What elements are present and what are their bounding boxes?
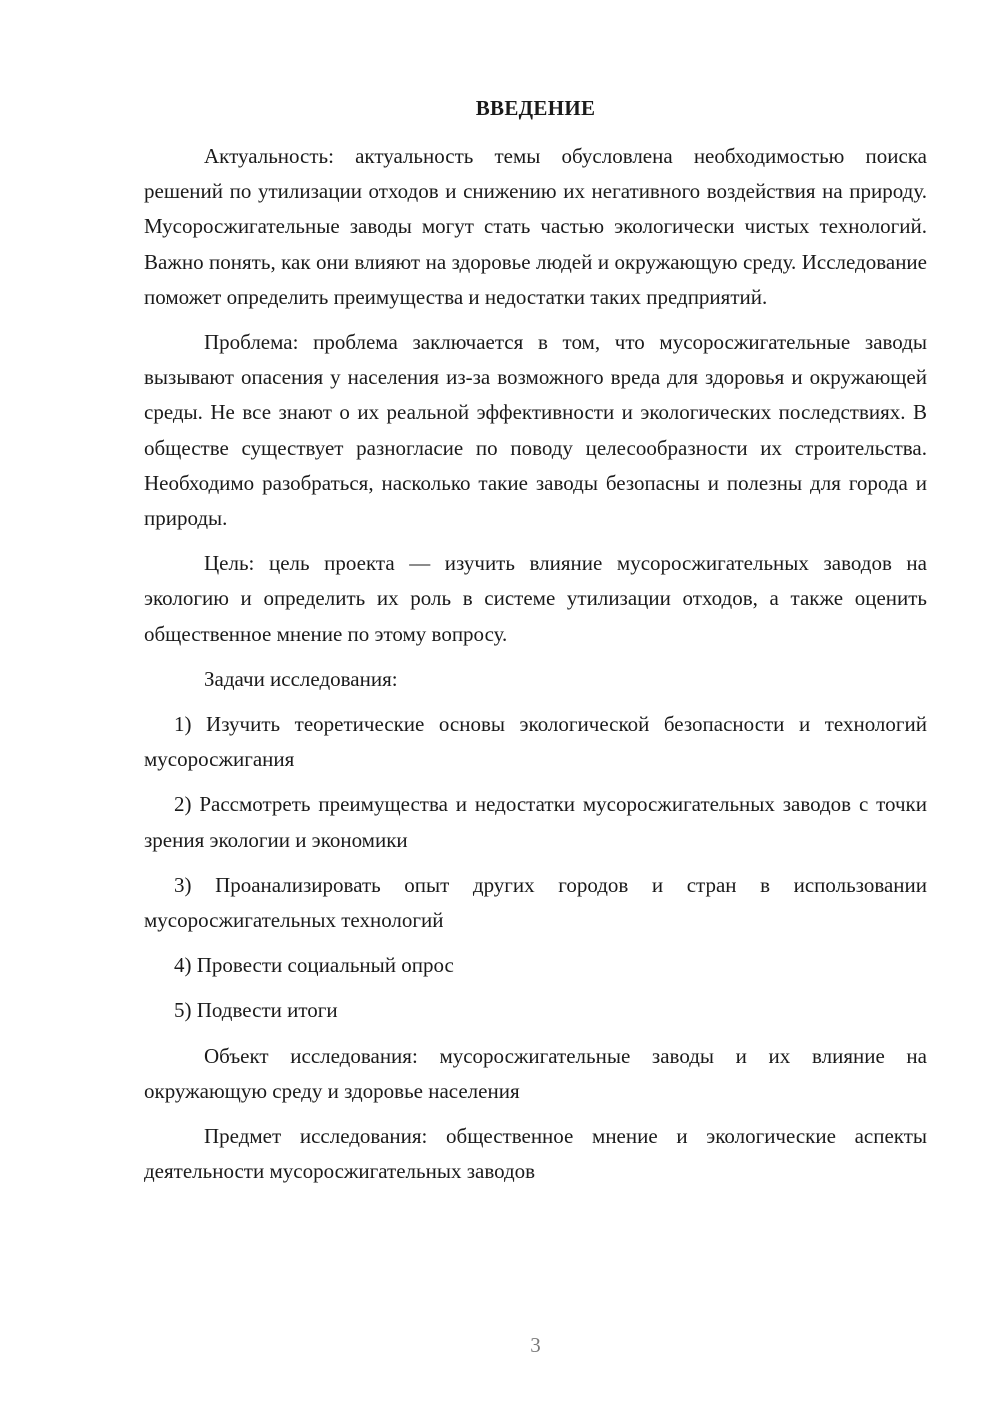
- document-page: [144, 92, 927, 1199]
- tasks-heading: Задачи исследования:: [204, 666, 398, 691]
- paragraph-object: Объект исследования: мусоросжигательные заводы и их влияние на окружающую среду и здоровье населения: [144, 1043, 927, 1103]
- task-item-3: 3) Проанализировать опыт других городов и стран в использовании мусоросжигательных технологий: [144, 872, 927, 933]
- paragraph-relevance: Актуальность: актуальность темы обусловлена необходимостью поиска решений по утилизации отходов и снижению их негативного воздействия на природу. Мусоросжигательные заводы могут стать частью экологически чистых технологий. Важно понять, как они влияют на здоровье людей и окружающую среду. Исследование поможет определить преимущества и недостатки таких предприятий.: [144, 144, 927, 309]
- task-item-2: 2) Рассмотреть преимущества и недостатки мусоросжигательных заводов с точки зрения экологии и экономики: [144, 792, 927, 852]
- paragraph-goal: Цель: цель проекта — изучить влияние мусоросжигательных заводов на экологию и определить их роль в системе утилизации отходов, а также оценить общественное мнение по этому вопросу.: [144, 551, 927, 646]
- task-item-4: 4) Провести социальный опрос: [174, 953, 454, 978]
- task-item-1: 1) Изучить теоретические основы экологической безопасности и технологий мусоросжигания: [144, 712, 927, 772]
- document-title: ВВЕДЕНИЕ: [475, 96, 596, 120]
- task-item-5: 5) Подвести итоги: [174, 998, 338, 1023]
- paragraph-problem: Проблема: проблема заключается в том, что мусоросжигательные заводы вызывают опасения у населения из-за возможного вреда для здоровья и окружающей среды. Не все знают о их реальной эффективности и экологических последствиях. В обществе существует разногласие по поводу целесообразности их строительства. Необходимо разобраться, насколько такие заводы безопасны и полезны для города и природы.: [144, 330, 927, 531]
- paragraph-subject: Предмет исследования: общественное мнение и экологические аспекты деятельности мусоросжигательных заводов: [144, 1124, 927, 1184]
- page-number: 3: [530, 1333, 541, 1357]
